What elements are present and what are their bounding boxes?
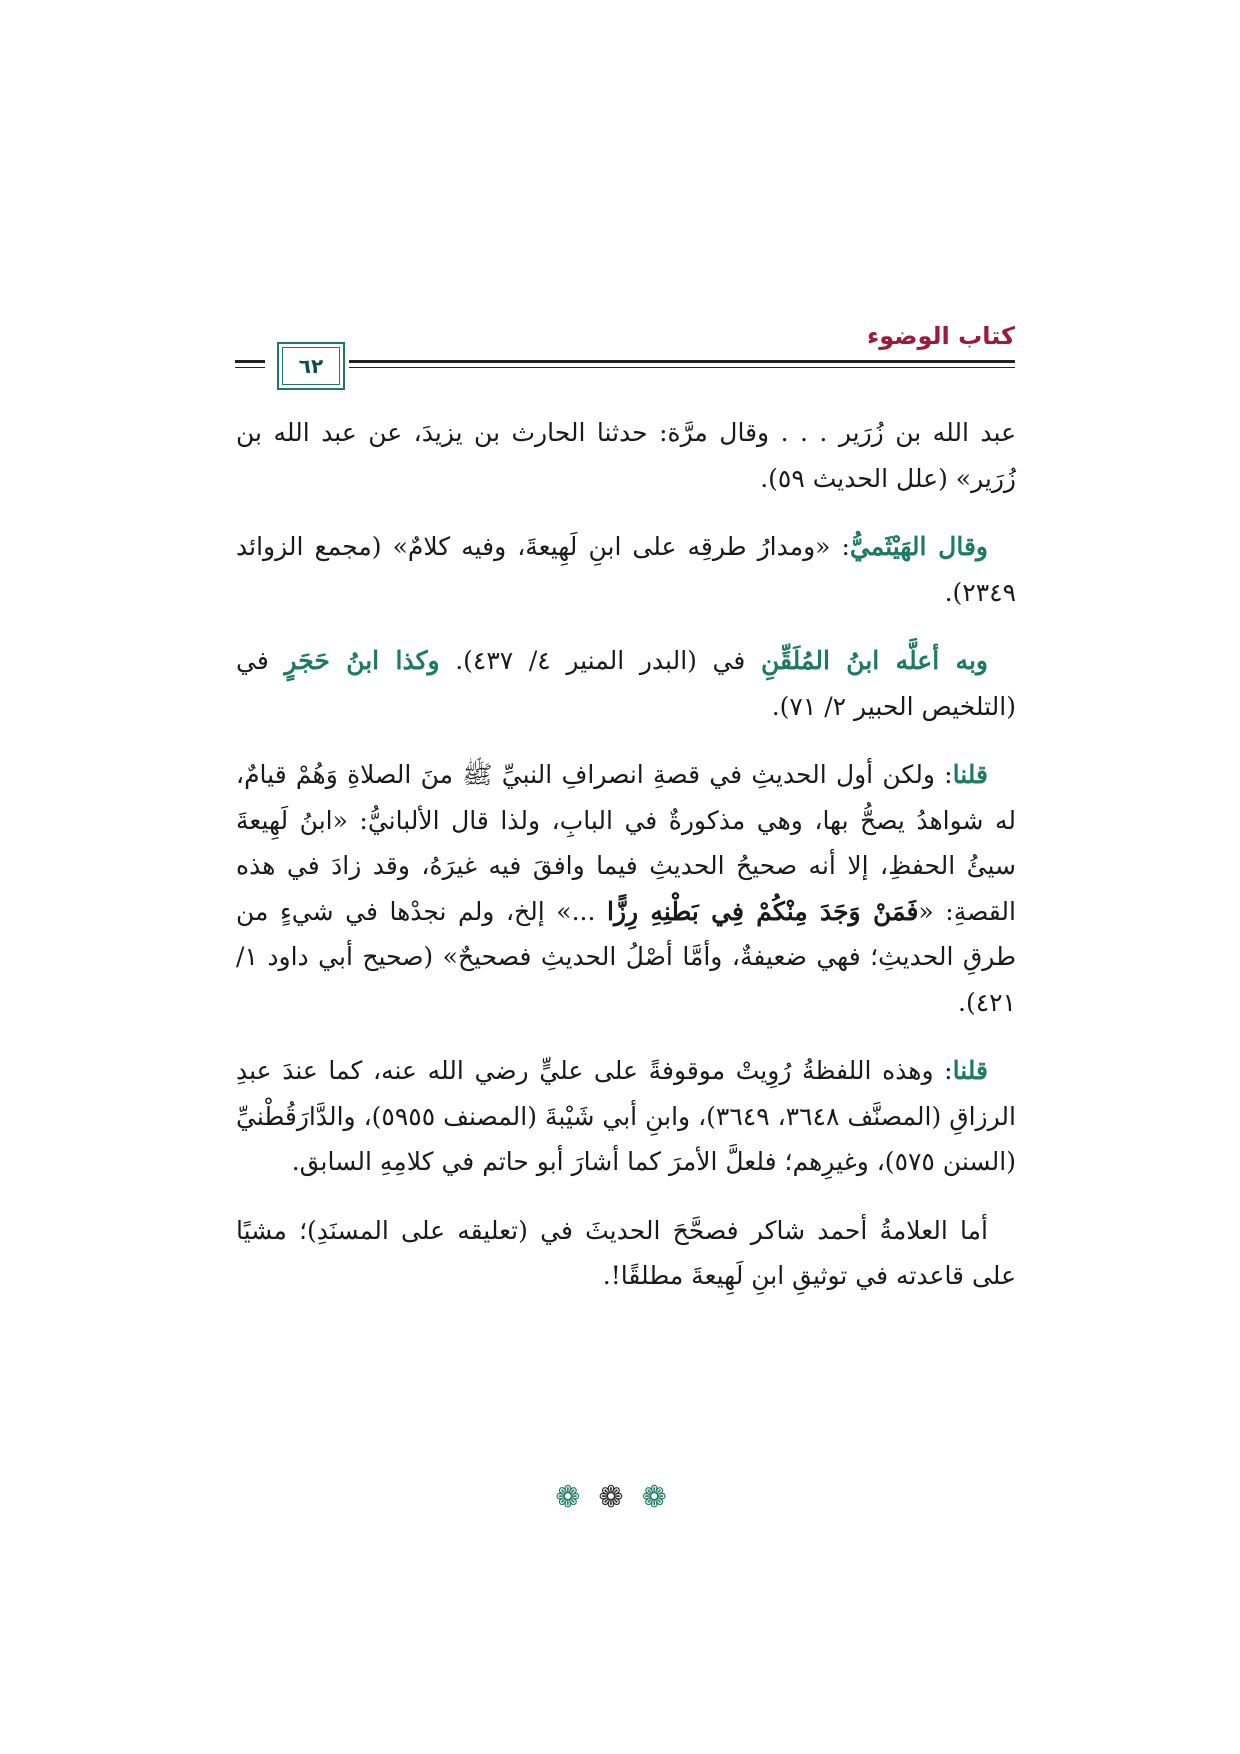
paragraph: [236, 1208, 1016, 1299]
text-segment: ...» إلخ، ولم نجدْها في شيءٍ من طرقِ الحديثِ؛ فهي ضعيفةٌ، وأمَّا أصْلُ الحديثِ فصحيحٌ» (صحيح أبي داود ١/ ٤٢١).: [236, 896, 1016, 1017]
header-rule-left-thin: [235, 367, 265, 368]
flower-ornament-icon: ❁: [641, 1480, 685, 1515]
text-segment: : «ومدارُ طرقِه على ابنِ لَهِيعةَ، وفيه كلامٌ» (مجمع الزوائد ٢٣٤٩).: [236, 532, 1016, 607]
book-title: كتاب الوضوء: [866, 322, 1015, 350]
text-segment: في (البدر المنير ٤/ ٤٣٧).: [439, 646, 761, 675]
page-number-frame: [277, 342, 345, 390]
text-segment: : ولكن أول الحديثِ في قصةِ انصرافِ النبيِّ ﷺ منَ الصلاةِ وَهُمْ قيامٌ، له شواهدُ يصحُّ بها، وهي مذكورةٌ في البابِ، ولذا قال الألبانيُّ: «ابنُ لَهِيعةَ سيئُ الحفظِ، إلا أنه صحيحُ الحديثِ فيما وافقَ فيه غيرَهُ، وقد زادَ في هذه القصةِ: «: [236, 760, 1016, 926]
paragraph: [236, 752, 1016, 1025]
end-ornament: [0, 1480, 1240, 1515]
text-segment: : وهذه اللفظةُ رُوِيتْ موقوفةً على عليٍّ رضي الله عنه، كما عندَ عبدِ الرزاقِ (المصنَّف ٣٦٤٨، ٣٦٤٩)، وابنِ أبي شَيْبةَ (المصنف ٥٩٥٥)، والدَّارَقُطْنيِّ (السنن ٥٧٥)، وغيرِهم؛ فلعلَّ الأمرَ كما أشارَ أبو حاتم في كلامِهِ السابق.: [236, 1056, 1016, 1176]
quoted-text: فَمَنْ وَجَدَ مِنْكُمْ فِي بَطْنِهِ رِزًّا: [607, 896, 919, 926]
speaker-label: وبه أعلَّه ابنُ المُلَقِّنِ: [760, 646, 988, 675]
speaker-label: وقال الهَيْثَميُّ: [849, 532, 988, 561]
flower-ornament-icon: ❁: [598, 1480, 642, 1515]
paragraph: [236, 1048, 1016, 1185]
speaker-label: وكذا ابنُ حَجَرٍ: [284, 646, 440, 675]
paragraph: [236, 638, 1016, 729]
text-segment: عبد الله بن زُرَير . . . وقال مرَّة: حدثنا الحارث بن يزيدَ، عن عبد الله بن زُرَير» (علل الحديث ٥٩).: [236, 418, 1016, 493]
header-rule-thin: [349, 367, 1015, 368]
speaker-label: قلنا: [952, 1056, 988, 1085]
flower-ornament-icon: ❁: [555, 1480, 599, 1515]
body-text: [236, 410, 1016, 1322]
header-rule: [349, 360, 1015, 363]
page-header: [235, 312, 1015, 392]
header-rule-left: [235, 360, 265, 363]
text-segment: أما العلامةُ أحمد شاكر فصحَّحَ الحديثَ في (تعليقه على المسنَدِ)؛ مشيًا على قاعدته في توثيقِ ابنِ لَهِيعةَ مطلقًا!.: [236, 1215, 1016, 1290]
paragraph: [236, 524, 1016, 615]
text-segment: في (التلخيص الحبير ٢/ ٧١).: [236, 646, 1016, 721]
speaker-label: قلنا: [952, 760, 988, 789]
page-number: ٦٢: [298, 354, 324, 378]
paragraph: [236, 410, 1016, 501]
